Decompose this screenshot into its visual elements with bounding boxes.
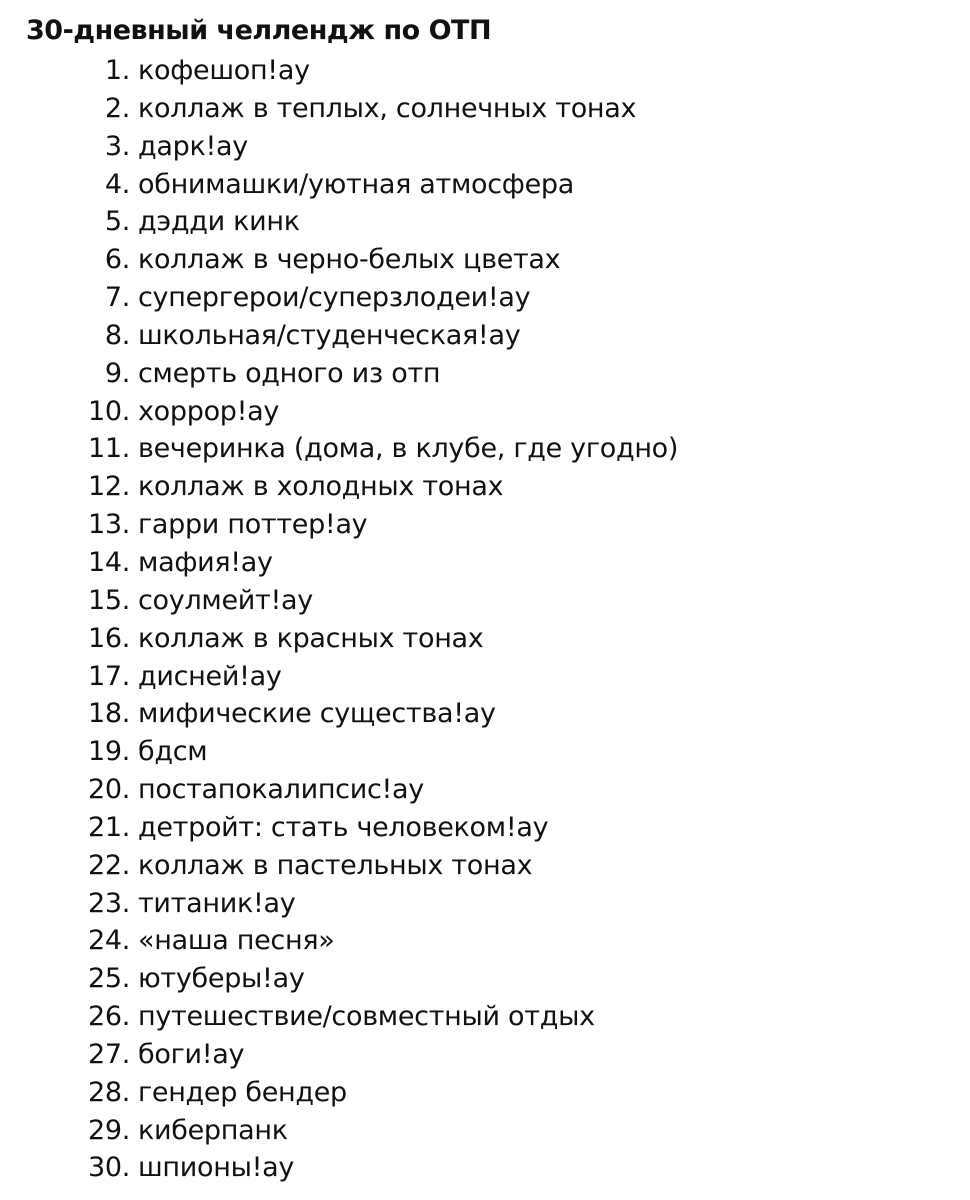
item-text: коллаж в пастельных тонах [138, 849, 533, 881]
item-number: 8. [104, 319, 130, 351]
item-text: вечеринка (дома, в клубе, где угодно) [138, 433, 679, 465]
item-text: дисней!ау [138, 660, 282, 692]
item-number: 9. [104, 357, 130, 389]
item-text: титаник!ау [138, 887, 296, 919]
item-number: 12. [87, 471, 130, 503]
item-text: коллаж в теплых, солнечных тонах [138, 92, 637, 124]
item-text: гарри поттер!ау [138, 509, 368, 541]
item-text: шпионы!ау [138, 1152, 295, 1184]
item-text: ютуберы!ау [138, 963, 305, 995]
item-number: 13. [87, 509, 130, 541]
item-text: смерть одного из отп [138, 357, 441, 389]
item-number: 15. [87, 584, 130, 616]
item-text: детройт: стать человеком!ау [138, 811, 549, 843]
item-number: 4. [104, 168, 130, 200]
item-number: 24. [87, 925, 130, 957]
item-text: супергерои/суперзлодеи!ау [138, 282, 531, 314]
item-number: 19. [87, 736, 130, 768]
page-title: 30-дневный челлендж по ОТП [26, 15, 492, 46]
item-number: 30. [87, 1152, 130, 1184]
item-number: 3. [104, 130, 130, 162]
item-number: 6. [104, 244, 130, 276]
item-number: 1. [104, 55, 130, 86]
item-number: 22. [87, 849, 130, 881]
item-text: коллаж в холодных тонах [138, 471, 504, 503]
item-number: 5. [104, 206, 130, 238]
item-number: 17. [87, 660, 130, 692]
item-number: 18. [87, 698, 130, 730]
item-text: путешествие/совместный отдых [138, 1001, 595, 1033]
item-text: кофешоп!ау [138, 55, 310, 86]
item-number: 25. [87, 963, 130, 995]
item-number: 20. [87, 774, 130, 806]
item-number: 21. [87, 811, 130, 843]
item-number: 11. [87, 433, 130, 465]
item-number: 2. [104, 92, 130, 124]
item-text: дарк!ау [138, 130, 248, 162]
item-text: хоррор!ау [138, 395, 280, 427]
item-text: школьная/студенческая!ау [138, 319, 521, 351]
item-number: 7. [104, 282, 130, 314]
item-text: гендер бендер [138, 1076, 347, 1108]
item-number: 16. [87, 622, 130, 654]
item-number: 27. [87, 1038, 130, 1070]
item-number: 29. [87, 1114, 130, 1146]
item-text: мифические существа!ау [138, 698, 496, 730]
item-number: 14. [87, 546, 130, 578]
item-text: дэдди кинк [138, 206, 300, 238]
item-text: боги!ау [138, 1038, 245, 1070]
item-text: мафия!ау [138, 546, 273, 578]
item-text: обнимашки/уютная атмосфера [138, 168, 574, 200]
item-text: соулмейт!ау [138, 584, 313, 616]
item-number: 10. [87, 395, 130, 427]
item-text: киберпанк [138, 1114, 288, 1146]
item-text: бдсм [138, 736, 208, 768]
item-text: постапокалипсис!ау [138, 774, 424, 806]
item-text: коллаж в черно-белых цветах [138, 244, 561, 276]
item-number: 26. [87, 1001, 130, 1033]
item-text: коллаж в красных тонах [138, 622, 484, 654]
item-number: 23. [87, 887, 130, 919]
item-number: 28. [87, 1076, 130, 1108]
item-text: «наша песня» [138, 925, 335, 957]
